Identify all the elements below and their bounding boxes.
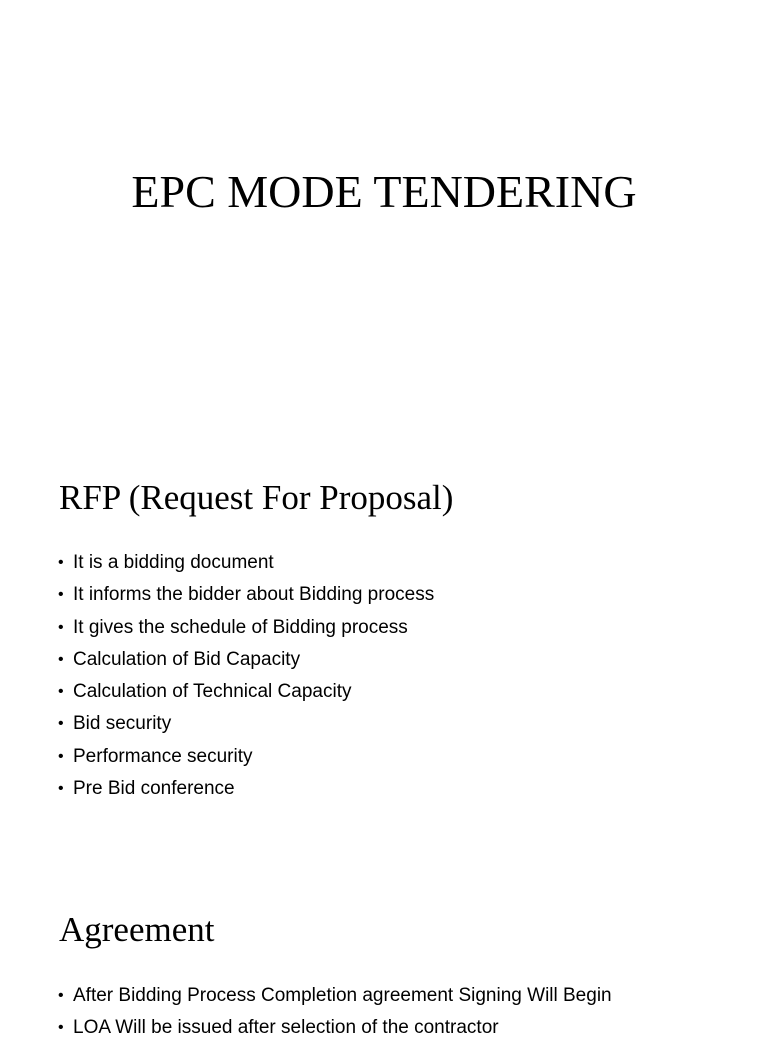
- bullet-icon: •: [58, 650, 64, 668]
- list-item: [58, 741, 434, 773]
- bullet-icon: •: [58, 987, 64, 1004]
- rfp-bullet-list: [58, 547, 434, 805]
- bullet-icon: •: [58, 715, 64, 733]
- list-item-text: Bid security: [73, 713, 172, 735]
- list-item: [58, 1012, 612, 1044]
- list-item: [58, 708, 434, 740]
- list-item-text: It gives the schedule of Bidding process: [73, 616, 408, 638]
- bullet-icon: •: [58, 554, 64, 571]
- list-item-text: LOA Will be issued after selection of the contractor: [73, 1017, 499, 1039]
- bullet-icon: •: [58, 1019, 64, 1037]
- agreement-bullet-list: [58, 980, 612, 1045]
- slide-title: EPC MODE TENDERING: [131, 166, 637, 217]
- list-item-text: Calculation of Bid Capacity: [73, 648, 301, 670]
- list-item: [58, 676, 434, 708]
- section-heading-agreement: Agreement: [59, 910, 215, 949]
- bullet-icon: •: [58, 780, 64, 798]
- list-item: [58, 644, 434, 676]
- list-item: [58, 579, 434, 611]
- bullet-icon: •: [58, 586, 64, 604]
- bullet-icon: •: [58, 747, 64, 765]
- list-item-text: After Bidding Process Completion agreement Signing Will Begin: [73, 985, 612, 1006]
- list-item-text: It informs the bidder about Bidding process: [73, 584, 435, 606]
- section-heading-rfp: RFP (Request For Proposal): [59, 478, 454, 517]
- list-item: [58, 547, 434, 579]
- list-item: [58, 773, 434, 805]
- list-item-text: Pre Bid conference: [73, 778, 235, 800]
- list-item: [58, 980, 612, 1012]
- list-item: [58, 612, 434, 644]
- list-item-text: Calculation of Technical Capacity: [73, 681, 352, 703]
- bullet-icon: •: [58, 683, 64, 701]
- list-item-text: Performance security: [73, 745, 253, 767]
- list-item-text: It is a bidding document: [73, 552, 274, 573]
- bullet-icon: •: [58, 618, 64, 636]
